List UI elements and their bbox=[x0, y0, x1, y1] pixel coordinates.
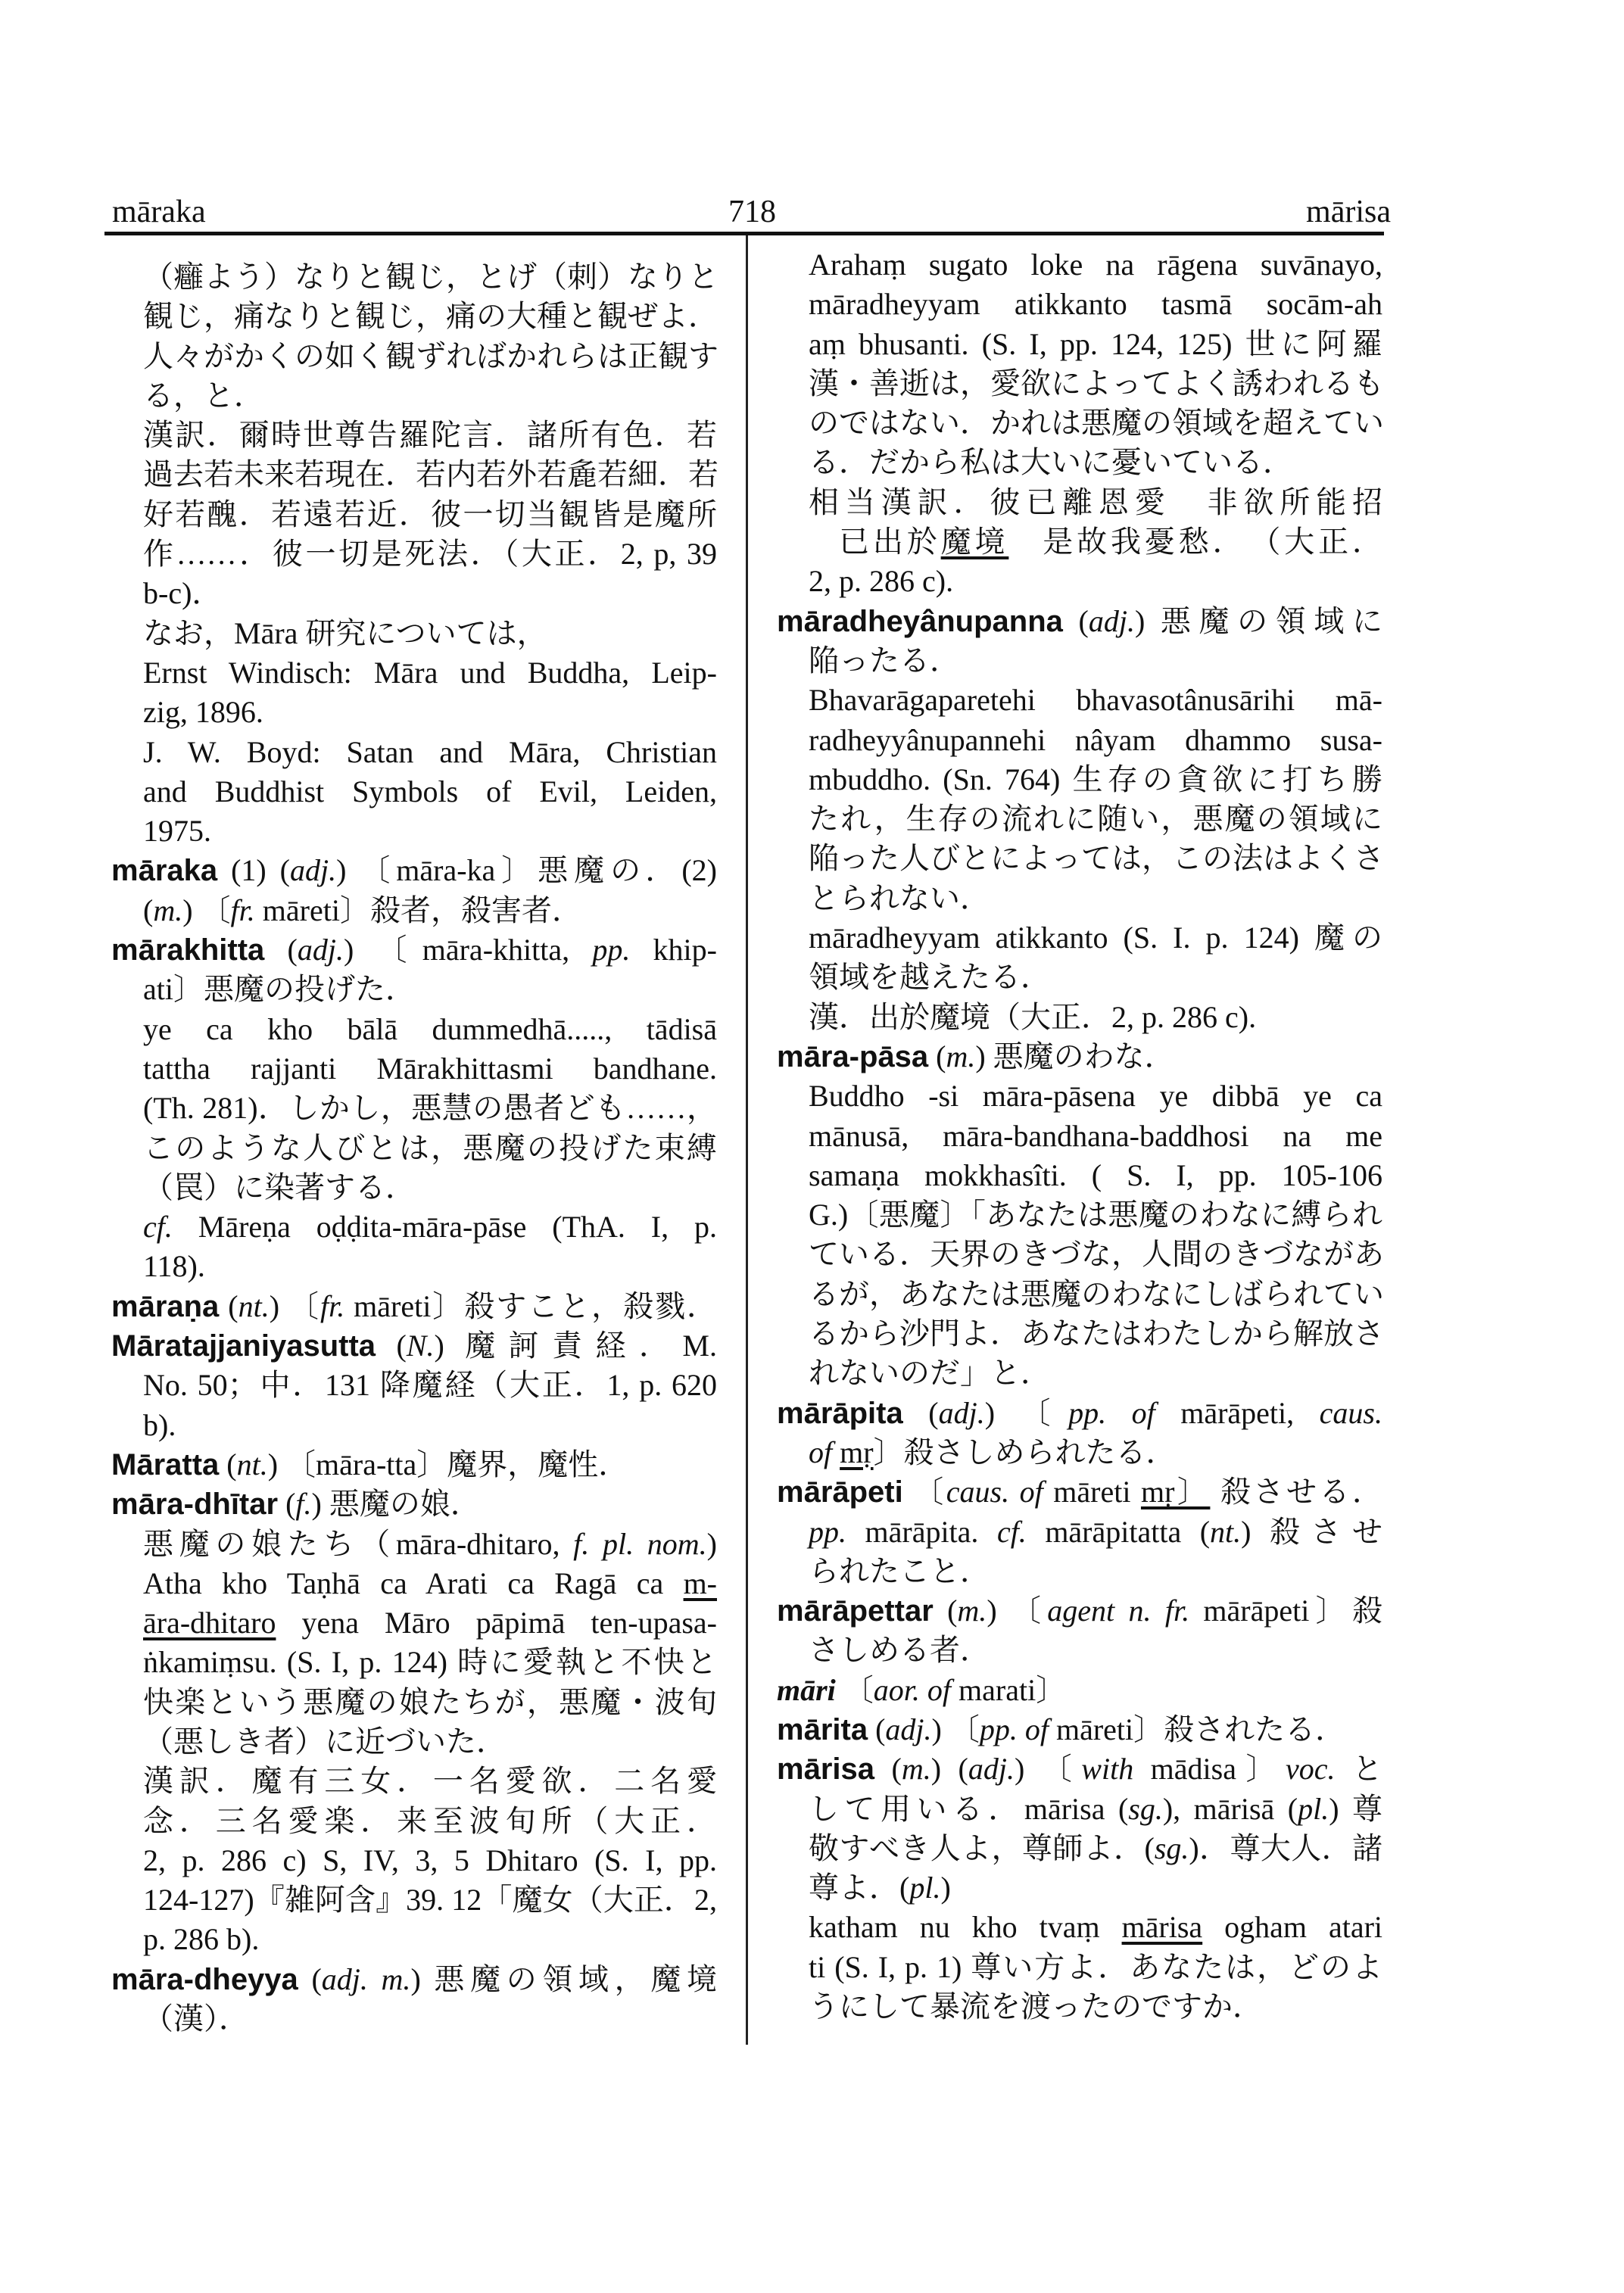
text-run: ( bbox=[298, 1961, 322, 1996]
text-run: 漢訳．魔有三女．一名愛欲．二名愛 bbox=[143, 1764, 717, 1799]
text-run: (Th. 281)．しかし，悪慧の愚者ども……， bbox=[143, 1091, 717, 1126]
text-run: 2, p. 286 c) S, IV, 3, 5 Dhitaro (S. I, pp. bbox=[143, 1843, 717, 1877]
headword: mārāpettar bbox=[777, 1594, 934, 1628]
text-run: ), mārisā ( bbox=[1162, 1791, 1298, 1826]
text-run: ) 悪魔の領域に bbox=[1134, 603, 1382, 638]
text-run: 2, p. 286 c). bbox=[809, 564, 954, 599]
text-run: れないのだ」と． bbox=[809, 1356, 1051, 1391]
text-run: 漢訳．爾時世尊告羅陀言．諸所有色．若 bbox=[143, 418, 717, 453]
text-line bbox=[111, 733, 717, 772]
text-run: ( bbox=[933, 1594, 958, 1628]
text-line bbox=[777, 958, 1382, 997]
text-run: ) ( bbox=[930, 1752, 968, 1787]
grammar-label: sg. bbox=[1128, 1791, 1163, 1826]
text-run: ( bbox=[143, 893, 154, 927]
text-line bbox=[777, 1156, 1382, 1195]
text-run: aṃ bhusanti. (S. I, pp. 124, 125) 世に阿羅 bbox=[809, 326, 1382, 361]
text-run: ) 魔訶責経．M. bbox=[434, 1329, 717, 1363]
text-line bbox=[777, 364, 1382, 403]
text-run: ) 〔māra-tta〕魔界，魔性． bbox=[267, 1447, 629, 1481]
grammar-label: m. bbox=[957, 1594, 987, 1628]
grammar-label: f. pl. nom. bbox=[573, 1526, 707, 1561]
text-run: 〔 bbox=[902, 1475, 946, 1509]
text-run: る，と． bbox=[143, 378, 264, 413]
entry-line bbox=[777, 1591, 1382, 1631]
text-line bbox=[777, 522, 1382, 562]
headword: mārakhitta bbox=[111, 933, 265, 967]
text-line bbox=[777, 1790, 1382, 1829]
column-divider bbox=[746, 235, 748, 2045]
text-line bbox=[777, 1513, 1382, 1552]
text-run: 〔 bbox=[835, 1672, 874, 1707]
text-run: mārāpeti, bbox=[1155, 1395, 1320, 1430]
text-run: ) bbox=[940, 1871, 951, 1905]
grammar-label: adj. bbox=[289, 853, 337, 888]
text-line bbox=[777, 1433, 1382, 1472]
grammar-label: pl. bbox=[1298, 1791, 1329, 1826]
headword: māra-dhītar bbox=[111, 1488, 279, 1522]
grammar-label: agent n. fr. bbox=[1047, 1594, 1190, 1628]
text-line bbox=[111, 1762, 717, 1801]
text-line bbox=[777, 799, 1382, 839]
running-head-left: māraka bbox=[112, 195, 206, 229]
text-line bbox=[111, 1603, 717, 1643]
text-run: māreti〕殺者，殺害者． bbox=[254, 893, 582, 927]
text-line bbox=[777, 1631, 1382, 1670]
grammar-label: pp. bbox=[592, 933, 631, 967]
text-line bbox=[777, 285, 1382, 324]
text-run: ) 〔 bbox=[1014, 1752, 1082, 1787]
text-run: さしめる者． bbox=[809, 1633, 990, 1668]
text-line bbox=[777, 1987, 1382, 2027]
entry-line bbox=[111, 1960, 717, 1999]
text-line bbox=[777, 760, 1382, 799]
underlined-text: mārisa bbox=[1121, 1910, 1203, 1945]
entry-line bbox=[111, 1485, 717, 1524]
text-line bbox=[111, 1722, 717, 1762]
text-line bbox=[111, 1089, 717, 1128]
grammar-label: N. bbox=[406, 1329, 435, 1363]
text-run: ( bbox=[219, 1447, 237, 1481]
text-line bbox=[111, 772, 717, 812]
text-run: ( bbox=[902, 1395, 939, 1430]
grammar-label: cf. bbox=[996, 1514, 1027, 1549]
text-run: る．だから私は大いに憂いている． bbox=[809, 445, 1293, 480]
text-line bbox=[777, 1314, 1382, 1354]
text-run: なお，Māra 研究については， bbox=[143, 615, 547, 650]
text-line bbox=[111, 1247, 717, 1286]
text-line bbox=[111, 297, 717, 336]
text-run: māradheyyam atikkanto tasmā socām-ah bbox=[809, 287, 1382, 322]
text-run: うにして暴流を渡ったのですか． bbox=[809, 1989, 1263, 2024]
text-run: 敬すべき人よ，尊師よ．( bbox=[809, 1830, 1155, 1865]
text-line bbox=[111, 534, 717, 574]
text-run: katham nu kho tvaṃ bbox=[809, 1910, 1122, 1945]
text-run: ) 悪魔のわな． bbox=[975, 1039, 1175, 1073]
text-run: J. W. Boyd: Satan and Māra, Christian bbox=[143, 734, 717, 769]
headword: māra-dheyya bbox=[111, 1962, 298, 1996]
text-run: ati〕悪魔の投げた． bbox=[143, 972, 416, 1007]
text-run: ) 悪魔の娘． bbox=[311, 1487, 481, 1522]
headword: Māratta bbox=[111, 1447, 220, 1481]
text-line bbox=[777, 839, 1382, 878]
text-run: ) 〔 bbox=[269, 1288, 320, 1323]
text-line bbox=[111, 257, 717, 297]
headword: mārāpita bbox=[777, 1396, 903, 1430]
grammar-label: adj. bbox=[1088, 603, 1135, 638]
text-run: 人々がかくの如く観ずればかれらは正観す bbox=[143, 338, 718, 373]
text-run bbox=[832, 1435, 840, 1469]
text-run: して用いる．mārisa ( bbox=[809, 1791, 1129, 1826]
text-line bbox=[777, 879, 1382, 918]
text-line bbox=[111, 1802, 717, 1841]
header-rule bbox=[104, 232, 1384, 235]
grammar-label: caus. bbox=[1319, 1395, 1382, 1430]
text-line bbox=[111, 1880, 717, 1920]
grammar-label: cf. bbox=[143, 1210, 173, 1245]
text-run: ) 〔 bbox=[984, 1395, 1069, 1430]
text-run: ti (S. I, p. 1) 尊い方よ．あなたは，どのよ bbox=[809, 1949, 1382, 1984]
text-run: )．尊大人．諸 bbox=[1189, 1830, 1382, 1865]
text-run: 是故我憂愁． （大正． bbox=[1008, 525, 1382, 559]
grammar-label: nt. bbox=[236, 1447, 268, 1481]
text-run: （罠）に染著する． bbox=[143, 1170, 416, 1204]
text-line bbox=[111, 1683, 717, 1722]
entry-line bbox=[111, 930, 717, 970]
text-line bbox=[111, 1207, 717, 1247]
text-run: （漢）． bbox=[143, 2002, 249, 2036]
grammar-label: adj. m. bbox=[321, 1961, 411, 1996]
headword: māri bbox=[777, 1672, 836, 1707]
underlined-text: mṛ〕 bbox=[1140, 1475, 1211, 1509]
text-line bbox=[111, 1643, 717, 1682]
underlined-text: m- bbox=[683, 1566, 717, 1600]
grammar-label: adj. bbox=[938, 1395, 985, 1430]
entry-line bbox=[777, 1037, 1382, 1076]
grammar-label: nt. bbox=[1210, 1514, 1242, 1549]
text-run: yena Māro pāpimā ten-upasa- bbox=[276, 1606, 717, 1640]
text-line bbox=[777, 245, 1382, 285]
text-line bbox=[111, 1999, 717, 2039]
entry-line bbox=[777, 1671, 1382, 1710]
text-run: ) 〔māra-ka〕悪魔の．(2) bbox=[336, 853, 717, 888]
text-run: mārāpita. bbox=[846, 1514, 997, 1549]
grammar-label: adj. bbox=[968, 1752, 1015, 1787]
headword: māradheyânupanna bbox=[777, 604, 1063, 638]
text-run: marati〕 bbox=[951, 1672, 1067, 1707]
grammar-label: m. bbox=[153, 893, 183, 927]
text-line bbox=[777, 1235, 1382, 1274]
text-run: ) 〔 bbox=[987, 1594, 1048, 1628]
text-line bbox=[777, 721, 1382, 760]
text-run: and Buddhist Symbols of Evil, Leiden, bbox=[143, 774, 717, 808]
grammar-label: pp. of bbox=[979, 1712, 1049, 1746]
text-line bbox=[111, 1129, 717, 1168]
entry-line bbox=[111, 1287, 717, 1326]
text-run: 作……．彼一切是死法．（大正．2, p, 39 bbox=[143, 537, 717, 572]
text-run: 殺させる． bbox=[1210, 1475, 1383, 1509]
text-line bbox=[777, 918, 1382, 958]
text-line bbox=[777, 641, 1382, 681]
text-line bbox=[777, 443, 1382, 482]
headword: māraka bbox=[111, 854, 218, 888]
entry-line bbox=[777, 1394, 1382, 1433]
grammar-label: adj. bbox=[297, 933, 344, 967]
text-line bbox=[777, 1948, 1382, 1987]
text-run: tattha rajjanti Mārakhittasmi bandhane. bbox=[143, 1051, 717, 1086]
text-run: ている．天界のきづな，人間のきづながあ bbox=[809, 1237, 1384, 1272]
text-line bbox=[777, 998, 1382, 1037]
text-run: 漢・善逝は，愛欲によってよく誘われるも bbox=[809, 366, 1384, 400]
text-line bbox=[111, 614, 717, 653]
text-run: ( bbox=[874, 1752, 902, 1787]
text-run: 尊よ．( bbox=[809, 1871, 910, 1905]
text-run: māradheyyam atikkanto (S. I. p. 124) 魔の bbox=[809, 921, 1382, 955]
text-run: ) 殺させ bbox=[1241, 1514, 1382, 1549]
headword: mārisa bbox=[777, 1752, 874, 1787]
text-run: samaṇa mokkhasîti. ( S. I, pp. 105-106 bbox=[809, 1157, 1382, 1192]
text-run: mārāpitatta ( bbox=[1026, 1514, 1211, 1549]
right-column bbox=[777, 245, 1382, 2027]
grammar-label: m. bbox=[901, 1752, 931, 1787]
text-run: Ernst Windisch: Māra und Buddha, Leip- bbox=[143, 655, 717, 690]
text-run: mbuddho. (Sn. 764) 生存の貪欲に打ち勝 bbox=[809, 762, 1382, 796]
entry-line bbox=[777, 1749, 1382, 1789]
text-line bbox=[111, 1841, 717, 1880]
text-run: ye ca kho bālā dummedhā....., tādisā bbox=[143, 1011, 717, 1046]
text-run: khip- bbox=[630, 933, 717, 967]
text-run: たれ，生存の流れに随い，悪魔の領域に bbox=[809, 802, 1382, 837]
grammar-label: m. bbox=[946, 1039, 976, 1073]
text-run: 観じ，痛なりと観じ，痛の大種と観ぜよ． bbox=[143, 299, 718, 334]
running-head-right: mārisa bbox=[1306, 195, 1391, 229]
text-run: māreti〕殺されたる． bbox=[1048, 1712, 1346, 1746]
text-line bbox=[777, 562, 1382, 601]
text-line bbox=[111, 416, 717, 455]
text-run: 124-127)『雑阿含』39. 12「魔女（大正．2, bbox=[143, 1883, 717, 1918]
text-line bbox=[777, 1076, 1382, 1116]
text-run: られたこと． bbox=[809, 1553, 990, 1588]
grammar-label: of bbox=[809, 1435, 833, 1469]
text-run: No. 50；中．131 降魔経（大正．1, p. 620 bbox=[143, 1368, 717, 1403]
text-run: mādisa〕 bbox=[1133, 1752, 1286, 1787]
grammar-label: voc. bbox=[1285, 1752, 1336, 1787]
text-run: （癰よう）なりと観じ，とげ（刺）なりと bbox=[143, 260, 718, 294]
grammar-label: fr. bbox=[230, 893, 255, 927]
entry-line bbox=[777, 602, 1382, 641]
text-line bbox=[777, 403, 1382, 443]
text-run: （悪しき者）に近づいた． bbox=[143, 1724, 507, 1759]
text-line bbox=[777, 1868, 1382, 1908]
text-line bbox=[111, 1010, 717, 1049]
text-run: 過去若未来若現在．若内若外若麁若細．若 bbox=[143, 457, 718, 492]
text-line bbox=[111, 1168, 717, 1207]
grammar-label: nt. bbox=[238, 1288, 270, 1323]
headword: mārāpeti bbox=[777, 1475, 903, 1509]
text-run: るから沙門よ．あなたはわたしから解放さ bbox=[809, 1316, 1384, 1351]
text-run: 已出於 bbox=[839, 525, 941, 559]
text-line bbox=[777, 1908, 1382, 1947]
entry-line bbox=[111, 851, 717, 890]
text-line bbox=[777, 1275, 1382, 1314]
headword: māraṇa bbox=[111, 1289, 220, 1323]
text-line bbox=[111, 653, 717, 693]
text-run: b-c)． bbox=[143, 576, 223, 611]
text-line bbox=[111, 891, 717, 930]
text-line bbox=[111, 376, 717, 416]
text-run: ) 〔 bbox=[931, 1712, 980, 1746]
text-line bbox=[111, 812, 717, 851]
text-run: ) 尊 bbox=[1329, 1791, 1382, 1826]
text-line bbox=[777, 483, 1382, 522]
text-run: ( bbox=[376, 1329, 407, 1363]
text-run: mārāpeti〕殺 bbox=[1189, 1594, 1382, 1628]
headword: mārita bbox=[777, 1712, 868, 1746]
underlined-text: 魔境 bbox=[940, 525, 1009, 559]
text-run: ( bbox=[868, 1712, 886, 1746]
underlined-text: āra-dhitaro bbox=[143, 1606, 276, 1640]
text-run: ) bbox=[706, 1526, 717, 1561]
text-run: b). bbox=[143, 1407, 176, 1442]
text-run: のではない．かれは悪魔の領域を超えてい bbox=[809, 406, 1384, 441]
text-run: 相当漢訳．彼已離恩愛 非欲所能招 bbox=[809, 484, 1382, 519]
text-line bbox=[111, 1406, 717, 1445]
text-run: と bbox=[1335, 1752, 1382, 1787]
text-run: p. 286 b). bbox=[143, 1922, 260, 1957]
text-run: G.)〔悪魔〕「あなたは悪魔のわなに縛られ bbox=[809, 1198, 1382, 1232]
text-run: Bhavarāgaparetehi bhavasotânusārihi mā- bbox=[809, 683, 1382, 718]
text-line bbox=[111, 693, 717, 732]
text-run: ( bbox=[928, 1039, 946, 1073]
text-line bbox=[111, 574, 717, 613]
text-run: 好若醜．若遠若近．彼一切当観皆是魔所 bbox=[143, 497, 717, 531]
entry-line bbox=[777, 1710, 1382, 1749]
text-run: 領域を越えたる． bbox=[809, 960, 1051, 995]
text-line bbox=[111, 1525, 717, 1564]
text-run: 悪魔の娘たち（māra-dhitaro, bbox=[143, 1526, 574, 1561]
text-run: 漢．出於魔境（大正．2, p. 286 c). bbox=[809, 999, 1257, 1034]
grammar-label: sg. bbox=[1154, 1830, 1189, 1865]
text-run: Atha kho Taṇhā ca Arati ca Ragā ca bbox=[143, 1566, 684, 1600]
text-line bbox=[777, 1117, 1382, 1156]
grammar-label: aor. of bbox=[873, 1672, 952, 1707]
text-run: mānusā, māra-bandhana-baddhosi na me bbox=[809, 1118, 1382, 1153]
text-run: ( bbox=[1062, 603, 1089, 638]
text-run: 1975. bbox=[143, 814, 211, 849]
underlined-text: mṛ bbox=[840, 1435, 874, 1469]
text-line bbox=[111, 337, 717, 376]
page-number: 718 bbox=[728, 195, 776, 229]
grammar-label: pp. of bbox=[1068, 1395, 1155, 1430]
text-run: ) 悪魔の領域，魔境 bbox=[410, 1961, 717, 1996]
left-column bbox=[111, 257, 717, 2039]
text-line bbox=[777, 681, 1382, 720]
text-line bbox=[111, 970, 717, 1009]
text-run: Arahaṃ sugato loke na rāgena suvānayo, bbox=[809, 248, 1382, 282]
text-run: 念．三名愛楽．来至波旬所（大正． bbox=[143, 1803, 717, 1838]
text-run: ) 〔māra-khitta, bbox=[343, 933, 593, 967]
text-run: Buddho -si māra-pāsena ye dibbā ye ca bbox=[809, 1079, 1382, 1114]
grammar-label: with bbox=[1081, 1752, 1134, 1787]
headword: māra-pāsa bbox=[777, 1039, 929, 1073]
text-line bbox=[111, 1564, 717, 1603]
text-line bbox=[777, 1829, 1382, 1868]
text-run: 快楽という悪魔の娘たちが，悪魔・波旬 bbox=[143, 1684, 717, 1719]
text-line bbox=[111, 495, 717, 534]
text-run: (1) ( bbox=[217, 853, 290, 888]
text-run: 〕殺さしめられたる． bbox=[873, 1435, 1177, 1469]
text-line bbox=[777, 1552, 1382, 1591]
text-run: ṅkamiṃsu. (S. I, p. 124) 時に愛執と不快と bbox=[143, 1645, 717, 1680]
text-line bbox=[777, 325, 1382, 364]
text-run: Māreṇa oḍḍita-māra-pāse (ThA. I, p. bbox=[172, 1210, 717, 1245]
text-run: ( bbox=[278, 1487, 296, 1522]
grammar-label: pp. bbox=[809, 1514, 846, 1549]
entry-line bbox=[777, 1472, 1382, 1512]
text-run: 陥ったる． bbox=[809, 643, 960, 678]
headword: Māratajjaniyasutta bbox=[111, 1329, 376, 1363]
text-run: とられない． bbox=[809, 880, 990, 915]
grammar-label: pl. bbox=[909, 1871, 941, 1905]
text-run: māreti bbox=[1043, 1475, 1141, 1509]
entry-line bbox=[111, 1326, 717, 1366]
text-line bbox=[111, 1366, 717, 1405]
grammar-label: adj. bbox=[885, 1712, 932, 1746]
text-line bbox=[777, 1195, 1382, 1235]
text-run: radheyyânupannehi nâyam dhammo susa- bbox=[809, 722, 1382, 757]
text-run: ) 〔 bbox=[182, 893, 231, 927]
grammar-label: caus. of bbox=[946, 1475, 1043, 1509]
text-run: 118). bbox=[143, 1249, 205, 1284]
text-run: 陥った人びとによっては，この法はよくさ bbox=[809, 841, 1384, 876]
text-run: ( bbox=[219, 1288, 238, 1323]
text-run: māreti〕殺すこと，殺戮． bbox=[344, 1288, 717, 1323]
text-run: ogham atari bbox=[1202, 1910, 1383, 1945]
text-run: るが，あなたは悪魔のわなにしばられてい bbox=[809, 1276, 1384, 1311]
grammar-label: f. bbox=[295, 1487, 312, 1522]
entry-line bbox=[111, 1445, 717, 1485]
text-line bbox=[777, 1354, 1382, 1393]
text-line bbox=[111, 455, 717, 494]
text-run: ( bbox=[264, 933, 298, 967]
text-run: zig, 1896. bbox=[143, 695, 263, 730]
text-line bbox=[111, 1920, 717, 1959]
text-line bbox=[111, 1049, 717, 1089]
text-run: このような人びとは，悪魔の投げた束縛 bbox=[143, 1130, 717, 1165]
grammar-label: fr. bbox=[320, 1288, 345, 1323]
